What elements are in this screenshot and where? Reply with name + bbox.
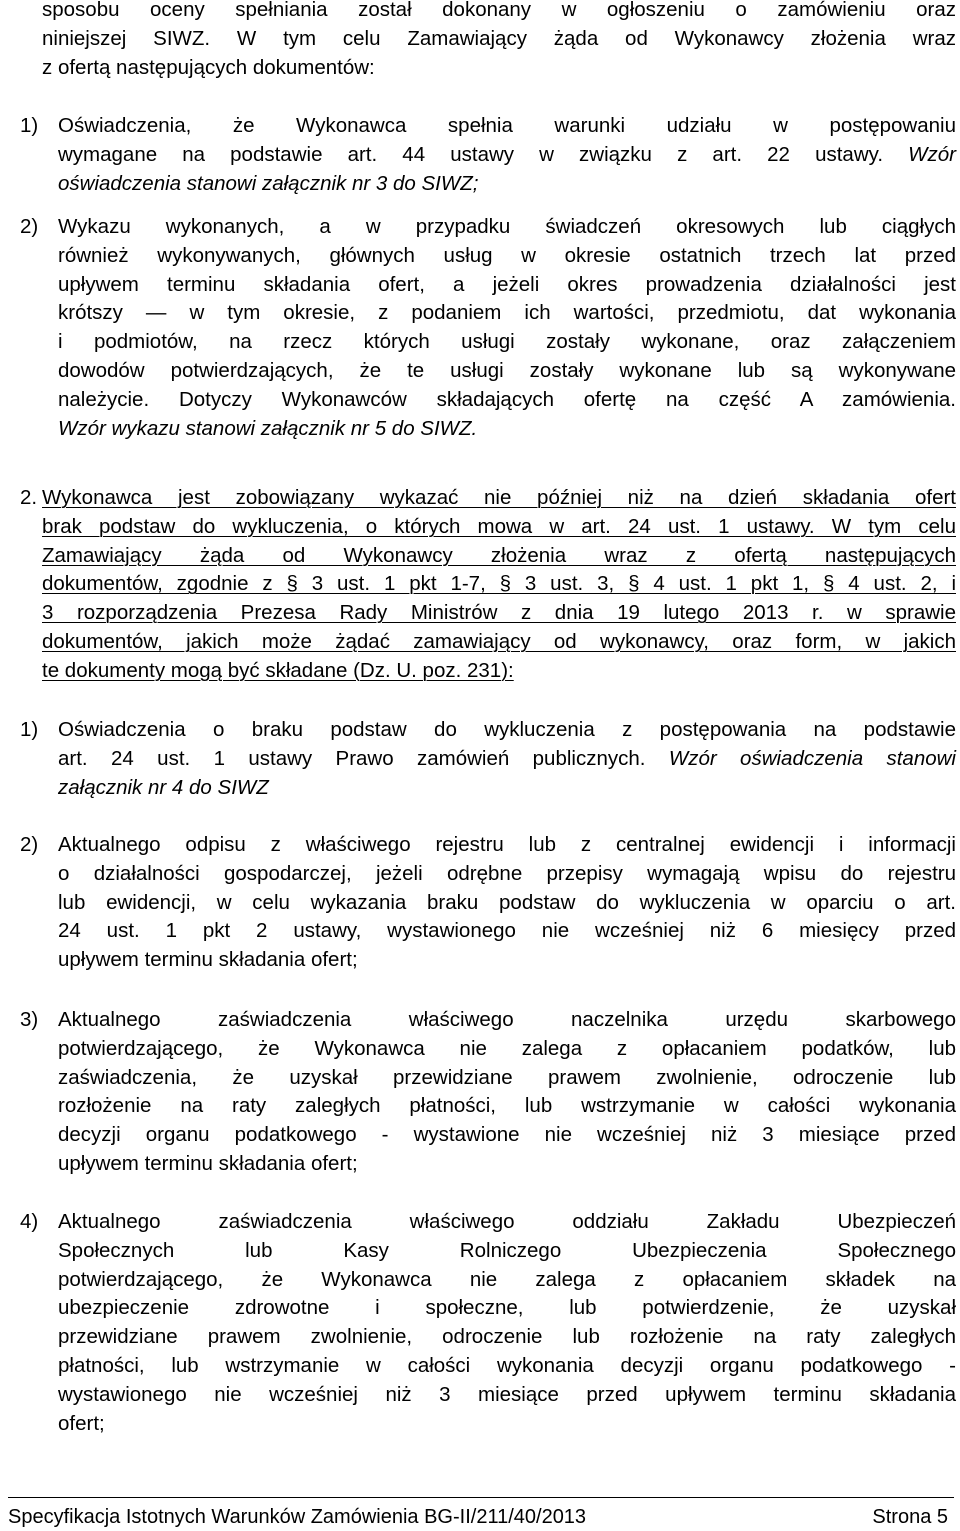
list-item-line: upływem terminu składania ofert, a jeżeli okres prowadzenia działalności jest: [58, 272, 956, 296]
section-number: 2.: [20, 486, 38, 509]
list-item: [58, 1208, 956, 1438]
section-paragraph: [42, 484, 956, 686]
list-item-line: lub ewidencji, w celu wykazania braku podstaw do wykluczenia w oparciu o art.: [58, 890, 956, 914]
list-item: [58, 831, 956, 975]
list-item-line: Aktualnego zaświadczenia właściwego oddziału Zakładu Ubezpieczeń: [58, 1210, 956, 1233]
list-item-line: [58, 745, 956, 774]
section-line: te dokumenty mogą być składane (Dz. U. poz. 231):: [42, 658, 514, 682]
list-item-line: 24 ust. 1 pkt 2 ustawy, wystawionego nie wcześniej niż 6 miesięcy przed: [58, 919, 956, 943]
list-item-line: Oświadczenia, że Wykonawca spełnia warunki udziału w postępowaniu: [58, 114, 956, 137]
intro-line: z ofertą następujących dokumentów:: [42, 55, 375, 79]
list-item-line: [58, 141, 956, 170]
section-line: Zamawiający żąda od Wykonawcy złożenia wraz z ofertą następujących: [42, 543, 956, 567]
list-item: [58, 716, 956, 802]
list-item-line: wystawionego nie wcześniej niż 3 miesiące przed upływem terminu składania: [58, 1382, 956, 1406]
footer-document-title: Specyfikacja Istotnych Warunków Zamówienia BG-II/211/40/2013: [8, 1506, 587, 1528]
list-item-line: Aktualnego odpisu z właściwego rejestru lub z centralnej ewidencji i informacji: [58, 833, 956, 856]
list-item-line: rozłożenie na raty zaległych płatności, lub wstrzymanie w całości wykonania: [58, 1094, 956, 1118]
section-line: 3 rozporządzenia Prezesa Rady Ministrów z dnia 19 lutego 2013 r. w sprawie: [42, 601, 956, 625]
list-item-line: również wykonywanych, głównych usług w okresie ostatnich trzech lat przed: [58, 243, 956, 267]
list-item-line: potwierdzającego, że Wykonawca nie zalega z opłacaniem składek na: [58, 1267, 956, 1291]
list-item-italic-text: Wzór oświadczenia stanowi: [668, 746, 956, 770]
section-line: brak podstaw do wykluczenia, o których mowa w art. 24 ust. 1 ustawy. W tym celu: [42, 514, 956, 538]
list-item-line: załącznik nr 4 do SIWZ: [58, 775, 269, 799]
list-item-line: Wykazu wykonanych, a w przypadku świadczeń okresowych lub ciągłych: [58, 215, 956, 238]
section-line: dokumentów, zgodnie z § 3 ust. 1 pkt 1-7, § 3 ust. 3, § 4 ust. 1 pkt 1, § 4 ust. 2, i: [42, 572, 956, 596]
list-item-line: płatności, lub wstrzymanie w całości wykonania decyzji organu podatkowego -: [58, 1353, 956, 1377]
list-item-line: upływem terminu składania ofert;: [58, 948, 358, 972]
list-item-line: o działalności gospodarczej, jeżeli odrębne przepisy wymagają wpisu do rejestru: [58, 861, 956, 885]
list-item-line: Aktualnego zaświadczenia właściwego naczelnika urzędu skarbowego: [58, 1008, 956, 1031]
list-item-line: ubezpieczenie zdrowotne i społeczne, lub potwierdzenie, że uzyskał: [58, 1296, 956, 1320]
list-item-line: Oświadczenia o braku podstaw do wykluczenia z postępowania na podstawie: [58, 718, 956, 741]
list-item: [58, 112, 956, 198]
list-item-line: Społecznych lub Kasy Rolniczego Ubezpieczenia Społecznego: [58, 1238, 956, 1262]
list-item-line: ofert;: [58, 1411, 105, 1435]
list-item-line: oświadczenia stanowi załącznik nr 3 do SIWZ;: [58, 171, 479, 195]
list-item-number: 1): [20, 114, 39, 137]
list-item-number: 1): [20, 718, 39, 741]
intro-line: sposobu oceny spełniania został dokonany w ogłoszeniu o zamówieniu oraz: [42, 0, 956, 21]
section-line: dokumentów, jakich może żądać zamawiający od wykonawcy, oraz form, w jakich: [42, 629, 956, 653]
list-item-line: potwierdzającego, że Wykonawca nie zalega z opłacaniem podatków, lub: [58, 1036, 956, 1060]
list-item-line: należycie. Dotyczy Wykonawców składających ofertę na część A zamówienia.: [58, 387, 956, 411]
intro-paragraph: [42, 0, 956, 82]
list-item-line: zaświadczenia, że uzyskał przewidziane prawem zwolnienie, odroczenie lub: [58, 1065, 956, 1089]
section-line: Wykonawca jest zobowiązany wykazać nie później niż na dzień składania ofert: [42, 486, 956, 509]
list-item-number: 2): [20, 833, 39, 856]
list-item-number: 3): [20, 1008, 39, 1031]
list-item-line: przewidziane prawem zwolnienie, odroczenie lub rozłożenie na raty zaległych: [58, 1325, 956, 1349]
list-item-number: 4): [20, 1210, 39, 1233]
list-item-line: krótszy — w tym okresie, z podaniem ich wartości, przedmiotu, dat wykonania: [58, 301, 956, 325]
list-item-line: i podmiotów, na rzecz których usługi zostały wykonane, oraz załączeniem: [58, 330, 956, 354]
list-item-line: decyzji organu podatkowego - wystawione nie wcześniej niż 3 miesiące przed: [58, 1123, 956, 1147]
intro-line: niniejszej SIWZ. W tym celu Zamawiający żąda od Wykonawcy złożenia wraz: [42, 26, 956, 50]
list-item-text: wymagane na podstawie art. 44 ustawy w związku z art. 22 ustawy.: [58, 142, 884, 166]
list-item: [58, 1006, 956, 1179]
list-item-text: art. 24 ust. 1 ustawy Prawo zamówień publicznych.: [58, 746, 646, 770]
footer-divider: [8, 1497, 954, 1498]
list-item-line: upływem terminu składania ofert;: [58, 1151, 358, 1175]
list-item-line: dowodów potwierdzających, że te usługi zostały wykonane lub są wykonywane: [58, 358, 956, 382]
list-item-italic-text: Wzór: [908, 142, 956, 166]
list-item-number: 2): [20, 215, 39, 238]
list-item: [58, 213, 956, 443]
list-item-line: Wzór wykazu stanowi załącznik nr 5 do SIWZ.: [58, 416, 478, 440]
footer-page-number: Strona 5: [872, 1506, 948, 1528]
